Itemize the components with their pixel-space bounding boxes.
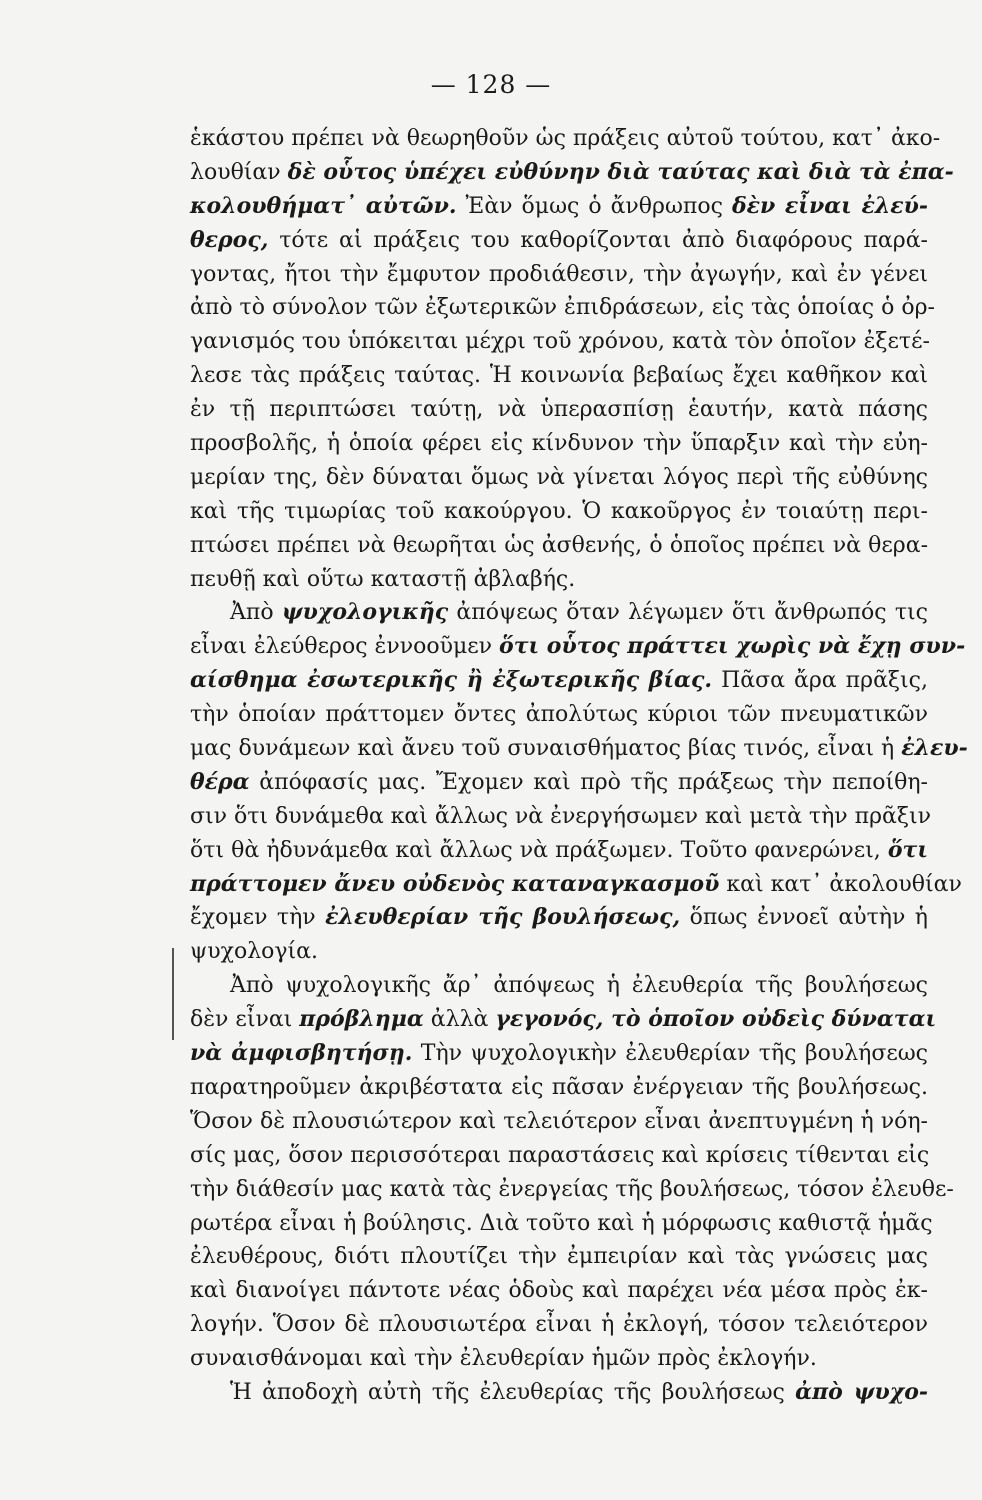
- text-line: [190, 732, 968, 766]
- emphasis-text: γεγονός, τὸ ὁποῖον οὐδεὶς δύναται: [495, 1006, 937, 1033]
- text-run: λουθίαν: [190, 159, 288, 185]
- text-run: καὶ τῆς τιμωρίας τοῦ κακούργου. Ὁ κακοῦργος ἐν τοιαύτῃ περι-: [190, 498, 928, 524]
- text-line: [190, 1037, 928, 1071]
- text-line: [190, 834, 928, 868]
- text-line: [190, 427, 928, 461]
- text-run: σίς μας, ὅσον περισσότεραι παραστάσεις καὶ κρίσεις τίθενται εἰς: [190, 1142, 930, 1168]
- text-run: μας δυνάμεων καὶ ἄνευ τοῦ συναισθήματος βίας τινός, εἶναι ἡ: [190, 736, 902, 762]
- emphasis-text: κολουθήματ᾿ αὐτῶν.: [190, 192, 457, 219]
- text-line: [190, 258, 928, 292]
- text-line: [190, 1139, 928, 1173]
- text-run: εἶναι ἐλεύθερος ἐννοοῦμεν: [190, 634, 500, 660]
- text-run: ἐλευθέρους, διότι πλουτίζει τὴν ἐμπειρίαν καὶ τὰς γνώσεις μας: [190, 1244, 928, 1270]
- text-run: λογήν. Ὅσον δὲ πλουσιωτέρα εἶναι ἡ ἐκλογή, τόσον τελειότερον: [190, 1312, 928, 1338]
- text-line: [190, 1274, 928, 1308]
- text-line: [190, 1071, 928, 1105]
- text-line: [190, 122, 941, 156]
- text-run: ὅτι θὰ ἠδυνάμεθα καὶ ἄλλως νὰ πράξωμεν. Τοῦτο φανερώνει,: [190, 837, 888, 863]
- text-line: [190, 1173, 954, 1207]
- text-line: [190, 868, 962, 902]
- text-run: παρατηροῦμεν ἀκριβέστατα εἰς πᾶσαν ἐνέργειαν τῆς βουλήσεως.: [190, 1074, 928, 1100]
- text-line: [190, 596, 928, 630]
- text-run: πτώσει πρέπει νὰ θεωρῆται ὡς ἀσθενής, ὁ ὁποῖος πρέπει νὰ θερα-: [190, 532, 928, 558]
- emphasis-text: αίσθημα ἐσωτερικῆς ἢ ἐξωτερικῆς βίας.: [190, 667, 713, 694]
- text-run: ἀπόφασίς μας. Ἔχομεν καὶ πρὸ τῆς πράξεως τὴν πεποίθη-: [249, 769, 928, 795]
- text-run: ἐν τῇ περιπτώσει ταύτῃ, νὰ ὑπερασπίσῃ ἑαυτήν, κατὰ πάσης: [190, 397, 928, 423]
- text-line: [190, 461, 928, 495]
- emphasis-text: ψυχολογικῆς: [281, 599, 449, 626]
- text-run: ψυχολογία.: [190, 939, 319, 965]
- text-run: προσβολῆς, ἡ ὁποία φέρει εἰς κίνδυνον τὴν ὕπαρξιν καὶ τὴν εὐη-: [190, 431, 928, 457]
- text-line: [190, 1308, 928, 1342]
- text-line: [190, 325, 928, 359]
- text-run: γανισμός του ὑπόκειται μέχρι τοῦ χρόνου, κατὰ τὸν ὁποῖον ἐξετέ-: [190, 329, 930, 355]
- text-line: [190, 800, 932, 834]
- text-run: ρωτέρα εἶναι ἡ βούλησις. Διὰ τοῦτο καὶ ἡ μόρφωσις καθιστᾷ ἡμᾶς: [190, 1210, 933, 1236]
- text-line: [190, 359, 928, 393]
- emphasis-text: δὲν εἶναι ἐλεύ-: [731, 192, 929, 219]
- margin-mark: [172, 948, 174, 1040]
- page-number: — 128 —: [430, 70, 552, 99]
- text-run: ἀπόψεως ὅταν λέγωμεν ὅτι ἄνθρωπός τις: [448, 600, 928, 626]
- text-line: [190, 563, 928, 597]
- text-run: γοντας, ἤτοι τὴν ἔμφυτον προδιάθεσιν, τὴν ἀγωγήν, καὶ ἐν γένει: [190, 261, 928, 287]
- text-line: [190, 1105, 928, 1139]
- emphasis-text: δὲ οὗτος ὑπέχει εὐθύνην διὰ ταύτας καὶ διὰ τὰ ἐπα-: [287, 158, 954, 185]
- text-run: ἀλλὰ: [423, 1007, 496, 1033]
- text-run: τὴν διάθεσίν μας κατὰ τὰς ἐνεργείας τῆς βουλήσεως, τόσον ἐλευθε-: [190, 1176, 954, 1202]
- text-run: Τὴν ψυχολογικὴν ἐλευθερίαν τῆς βουλήσεως: [412, 1041, 928, 1067]
- emphasis-text: ὅτι: [887, 836, 928, 863]
- emphasis-text: θερος,: [190, 226, 269, 253]
- text-line: [190, 224, 928, 258]
- text-run: Ἀπὸ: [230, 600, 282, 626]
- emphasis-text: πράττομεν ἄνευ οὐδενὸς καταναγκασμοῦ: [190, 870, 720, 897]
- text-line: [190, 664, 928, 698]
- text-line: [190, 156, 954, 190]
- text-run: Ἀπὸ ψυχολογικῆς ἄρ᾿ ἀπόψεως ἡ ἐλευθερία τῆς βουλήσεως: [230, 973, 928, 999]
- text-run: σιν ὅτι δυνάμεθα καὶ ἄλλως νὰ ἐνεργήσωμεν καὶ μετὰ τὴν πρᾶξιν: [190, 803, 932, 829]
- text-line: [190, 969, 928, 1003]
- text-line: [190, 935, 928, 969]
- text-run: καὶ κατ᾿ ἀκολουθίαν: [719, 871, 962, 897]
- text-run: πευθῇ καὶ οὕτω καταστῇ ἀβλαβής.: [190, 566, 576, 592]
- text-line: [190, 190, 928, 224]
- emphasis-text: πρόβλημα: [299, 1006, 424, 1033]
- text-run: Ἡ ἀποδοχὴ αὐτὴ τῆς ἐλευθερίας τῆς βουλήσεως: [230, 1379, 796, 1405]
- emphasis-text: θέρα: [190, 768, 250, 795]
- text-run: ὅπως ἐννοεῖ αὐτὴν ἡ: [680, 905, 928, 931]
- emphasis-text: ὅτι οὗτος πράττει χωρὶς νὰ ἔχῃ συν-: [499, 633, 966, 660]
- emphasis-text: ἐλευθερίαν τῆς βουλήσεως,: [325, 904, 681, 931]
- text-line: [190, 1240, 928, 1274]
- text-line: [190, 766, 928, 800]
- text-line: [190, 495, 928, 529]
- body-text: [190, 122, 968, 1410]
- text-run: συναισθάνομαι καὶ τὴν ἐλευθερίαν ἡμῶν πρὸς ἐκλογήν.: [190, 1346, 817, 1372]
- text-run: Πᾶσα ἄρα πρᾶξις,: [712, 668, 928, 694]
- text-run: τότε αἱ πράξεις του καθορίζονται ἀπὸ διαφόρους παρά-: [268, 227, 928, 253]
- emphasis-text: ἀπὸ ψυχο-: [795, 1378, 928, 1405]
- text-line: [190, 1376, 928, 1410]
- text-run: ἀπὸ τὸ σύνολον τῶν ἐξωτερικῶν ἐπιδράσεων, εἰς τὰς ὁποίας ὁ ὀρ-: [190, 295, 935, 321]
- text-line: [190, 1207, 933, 1241]
- text-run: τὴν ὁποίαν πράττομεν ὄντες ἀπολύτως κύριοι τῶν πνευματικῶν: [190, 702, 928, 728]
- text-run: ἔχομεν τὴν: [190, 905, 326, 931]
- text-line: [190, 1342, 928, 1376]
- text-run: καὶ διανοίγει πάντοτε νέας ὁδοὺς καὶ παρέχει νέα μέσα πρὸς ἐκ-: [190, 1278, 928, 1304]
- emphasis-text: νὰ ἀμφισβητήσῃ.: [190, 1040, 413, 1067]
- text-run: δὲν εἶναι: [190, 1007, 300, 1033]
- text-run: Ἐὰν ὅμως ὁ ἄνθρωπος: [456, 193, 732, 219]
- text-run: λεσε τὰς πράξεις ταύτας. Ἡ κοινωνία βεβαίως ἔχει καθῆκον καὶ: [190, 363, 928, 389]
- text-run: μερίαν της, δὲν δύναται ὅμως νὰ γίνεται λόγος περὶ τῆς εὐθύνης: [190, 464, 928, 490]
- text-line: [190, 1003, 937, 1037]
- text-line: [190, 901, 928, 935]
- text-run: Ὅσον δὲ πλουσιώτερον καὶ τελειότερον εἶναι ἀνεπτυγμένη ἡ νόη-: [190, 1108, 928, 1134]
- emphasis-text: ἐλευ-: [901, 735, 968, 762]
- text-line: [190, 630, 966, 664]
- text-run: ἑκάστου πρέπει νὰ θεωρηθοῦν ὡς πράξεις αὐτοῦ τούτου, κατ᾿ ἀκο-: [190, 126, 941, 151]
- text-line: [190, 393, 928, 427]
- text-line: [190, 529, 928, 563]
- text-line: [190, 291, 935, 325]
- text-line: [190, 698, 928, 732]
